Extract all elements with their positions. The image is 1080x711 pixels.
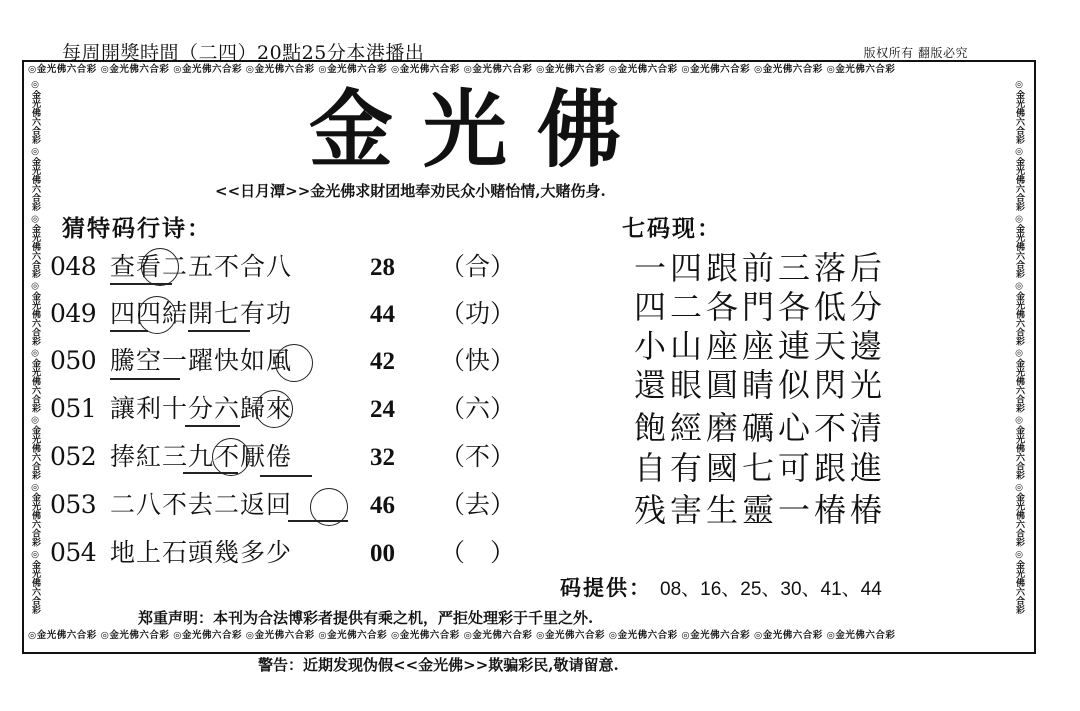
poem-row [50, 437, 515, 477]
special-code: 32 [370, 444, 395, 471]
seven-section-title: 七码现： [622, 215, 722, 242]
underline-mark [188, 330, 250, 332]
poem-row [50, 533, 515, 573]
poem-row [50, 294, 515, 334]
underline-mark [260, 475, 312, 477]
poem-row [50, 485, 515, 525]
issue-number: 048 [50, 252, 97, 281]
verse: 查看二五不合八 [110, 252, 293, 281]
poem-section-title: 猜特码行诗： [62, 215, 212, 242]
hint-char: （去） [440, 490, 516, 519]
seven-line: 一四跟前三落后 [634, 249, 887, 287]
border-strip-bottom: ◎金光佛六合彩 ◎金光佛六合彩 ◎金光佛六合彩 ◎金光佛六合彩 ◎金光佛六合彩 ◎金光佛六合彩 ◎金光佛六合彩 ◎金光佛六合彩 ◎金光佛六合彩 ◎金光佛六合彩 ◎金光佛六合彩 ◎金光佛六合彩 [28, 630, 896, 641]
subtitle: <<日月潭>>金光佛求財团地奉劝民众小赌怡情,大赌伤身. [215, 182, 606, 200]
verse: 捧紅三九不厭倦 [110, 442, 293, 471]
border-strip-left: ◎金光佛六合彩 ◎金光佛六合彩 ◎金光佛六合彩 ◎金光佛六合彩 ◎金光佛六合彩 ◎金光佛六合彩 ◎金光佛六合彩 ◎金光佛六合彩 [30, 80, 40, 614]
special-code: 24 [370, 396, 395, 423]
special-code: 46 [370, 492, 395, 519]
verse: 地上石頭幾多少 [110, 538, 293, 567]
hint-char: （功） [440, 299, 516, 328]
warning: 警告：近期发现伪假<<金光佛>>欺骗彩民,敬请留意. [258, 656, 619, 674]
issue-number: 051 [50, 394, 97, 423]
hint-char: （合） [440, 252, 516, 281]
circle-mark [212, 438, 250, 476]
code-provide-numbers: 08、16、25、30、41、44 [660, 579, 882, 600]
underline-mark [110, 283, 172, 285]
issue-number: 053 [50, 490, 97, 519]
issue-number: 054 [50, 538, 97, 567]
code-provide [560, 572, 882, 602]
broadcast-time: 每周開獎時間（二四）20點25分本港播出 [62, 42, 425, 64]
seven-line: 残害生靈一椿椿 [634, 491, 887, 529]
verse: 讓利十分六歸來 [110, 394, 293, 423]
seven-line: 飽經磨礪心不清 [634, 409, 887, 447]
underline-mark [110, 378, 180, 380]
issue-number: 049 [50, 299, 97, 328]
copyright-notice: 版权所有 翻版必究 [863, 46, 968, 60]
underline-mark [288, 520, 348, 522]
underline-mark [183, 472, 238, 474]
hint-char: （ ） [440, 538, 516, 567]
seven-line: 四二各門各低分 [634, 288, 887, 326]
seven-line: 小山座座連天邊 [634, 327, 887, 365]
circle-mark [255, 390, 293, 428]
circle-mark [141, 248, 179, 286]
hint-char: （不） [440, 442, 516, 471]
special-code: 44 [370, 301, 395, 328]
page-title: 金光佛 [308, 80, 651, 179]
seven-line: 自有國七可跟進 [634, 449, 887, 487]
seven-line: 還眼圓睛似閃光 [634, 366, 887, 404]
code-provide-label: 码提供： [560, 575, 652, 600]
poem-row [50, 247, 515, 287]
issue-number: 052 [50, 442, 97, 471]
hint-char: （快） [440, 346, 516, 375]
special-code: 42 [370, 348, 395, 375]
special-code: 00 [370, 540, 395, 567]
verse: 二八不去二返回 [110, 490, 293, 519]
underline-mark [185, 425, 240, 427]
issue-number: 050 [50, 346, 97, 375]
special-code: 28 [370, 254, 395, 281]
verse: 四四結開七有功 [110, 299, 293, 328]
verse: 騰空一躍快如風 [110, 346, 293, 375]
hint-char: （六） [440, 394, 516, 423]
underline-mark [110, 330, 148, 332]
circle-mark [138, 296, 176, 334]
disclaimer: 郑重声明：本刊为合法博彩者提供有乘之机，严拒处理彩于千里之外. [138, 609, 594, 627]
circle-mark [275, 344, 313, 382]
border-strip-top: ◎金光佛六合彩 ◎金光佛六合彩 ◎金光佛六合彩 ◎金光佛六合彩 ◎金光佛六合彩 ◎金光佛六合彩 ◎金光佛六合彩 ◎金光佛六合彩 ◎金光佛六合彩 ◎金光佛六合彩 ◎金光佛六合彩 ◎金光佛六合彩 [28, 64, 896, 75]
border-strip-right: ◎金光佛六合彩 ◎金光佛六合彩 ◎金光佛六合彩 ◎金光佛六合彩 ◎金光佛六合彩 ◎金光佛六合彩 ◎金光佛六合彩 ◎金光佛六合彩 [1014, 80, 1024, 614]
